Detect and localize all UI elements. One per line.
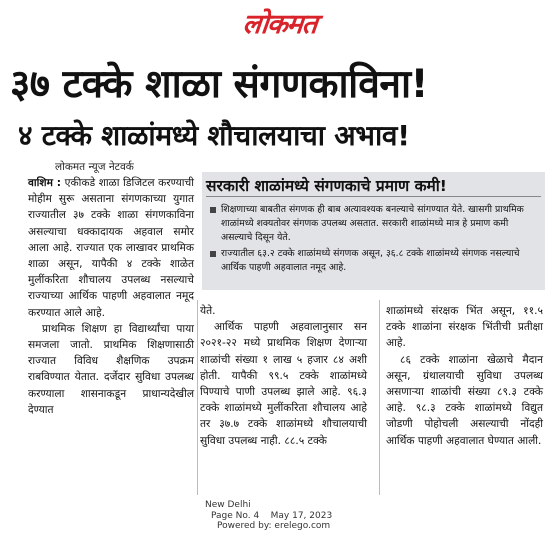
subheadline: ४ टक्के शाळांमध्ये शौचालयाचा अभाव! [18,119,410,152]
info-box-item [210,247,538,275]
article-paragraph: आर्थिक पाहणी अहवालानुसार सन २०२१-२२ मध्ये प्राथमिक शिक्षण देणाऱ्या शाळांची संख्या १ लाख ५ हजार ८४ अशी होती. यापैकी ९९.५ टक्के शाळांमध्ये पिण्याचे पाणी उपलब्ध झाले आहे. ९६.३ टक्के शाळांमध्ये मुलींकरिता शौचालय आहे तर ३७.७ टक्के शाळांमध्ये शौचालयाची सुविधा उपलब्ध नाही. ८८.५ टक्के [200,321,367,447]
article-column-3 [386,303,543,449]
article-column-2 [200,303,367,449]
info-box-list [210,203,538,277]
info-box-title: सरकारी शाळांमध्ये संगणकाचे प्रमाण कमी! [206,177,447,195]
info-box-item [210,203,538,245]
article-paragraph: प्राथमिक शिक्षण हा विद्यार्थ्यांचा पाया समजला जातो. प्राथमिक शिक्षणासाठी राज्यात विविध शैक्षणिक उपक्रम राबविण्यात येतात. दर्जेदार सुविधा उपलब्ध करण्याला शासनाकडून प्राधान्यदेखील देण्यात [28,322,194,416]
masthead [0,4,559,41]
footer-date: May 17, 2023 [270,510,333,521]
footer-page-line [205,511,332,522]
footer-powered-by: Powered by: erelego.com [217,521,331,531]
article-paragraph [28,175,194,321]
article-paragraph: ८६ टक्के शाळांना खेळाचे मैदान असून, ग्रंथालयाची सुविधा उपलब्ध असणाऱ्या शाळांची संख्या ८९.३ टक्के आहे. ९८.३ टक्के शाळांमध्ये विद्युत जोडणी पोहोचली असल्याची नोंदही आर्थिक पाहणी अहवालात घेण्यात आली. [386,353,543,447]
footer-city: New Delhi [205,500,251,510]
headline: ३७ टक्के शाळा संगणकाविना! [10,62,428,107]
article-paragraph: शाळांमध्ये संरक्षक भिंत असून, ११.५ टक्के शाळांना संरक्षक भिंतीची प्रतीक्षा आहे. [386,305,543,350]
dateline: वाशिम : [28,177,62,189]
info-box [202,172,545,290]
info-box-item-text: शिक्षणाच्या बाबतीत संगणक ही बाब अत्यावश्यक बनल्याचे सांगण्यात येते. खासगी प्राथमिक शाळांमध्ये शक्यतोवर संगणक उपलब्ध असतात. सरकारी शाळांमध्ये मात्र हे प्रमाण कमी असल्याचे दिसून येते. [221,204,524,243]
info-box-item-text: राज्यातील ६३.२ टक्के शाळांमध्ये संगणक असून, ३६.८ टक्के शाळांमध्ये संगणक नसल्याचे आर्थिक पाहणी अहवालात नमूद आहे. [221,248,520,273]
article-paragraph: येते. [200,305,216,317]
square-bullet-icon [210,207,216,213]
article-column-1 [28,175,194,418]
column-divider [197,300,198,495]
footer-page: Page No. 4 [211,510,260,521]
paragraph-text: एकीकडे शाळा डिजिटल करण्याची मोहीम सुरू असताना संगणकाच्या युगात राज्यातील ३७ टक्के शाळा संगणकाविना असल्याचा धक्कादायक अहवाल समोर आला आहे. राज्यात एक लाखावर प्राथमिक शाळा असून, यापैकी ४ टक्के शाळेत मुलींकरिता शौचालय उपलब्ध नसल्याचे राज्याच्या आर्थिक पाहणी अहवालात नमूद करण्यात आले आहे. [28,177,194,319]
page-footer [205,500,332,532]
byline: लोकमत न्यूज नेटवर्क [55,161,134,173]
info-box-rule [206,196,541,197]
lokmat-logo: लोकमत [240,9,318,40]
column-divider [379,300,380,495]
square-bullet-icon [210,251,216,257]
